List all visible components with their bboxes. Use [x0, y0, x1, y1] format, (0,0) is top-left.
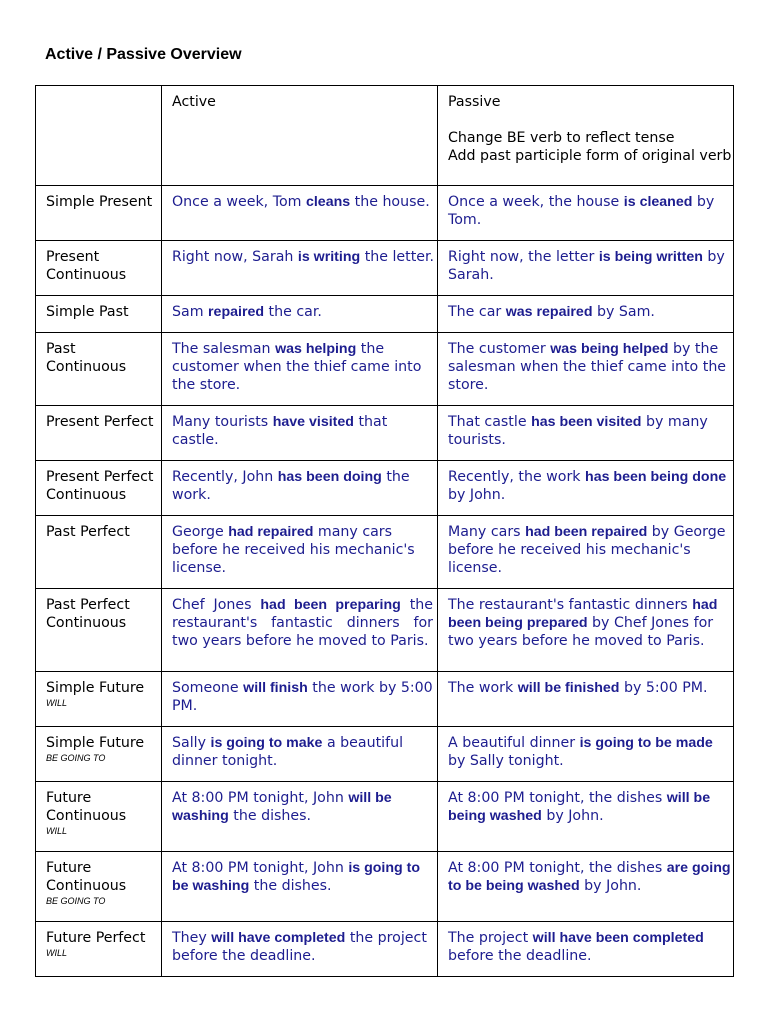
- passive-verb: was being helped: [550, 341, 669, 357]
- active-verb: is going to make: [210, 735, 323, 751]
- active-verb: will be washing: [172, 790, 392, 824]
- passive-verb: will have been completed: [532, 930, 704, 946]
- active-example: George had repaired many cars before he received his mechanic's license.: [162, 516, 438, 589]
- tense-cell: [36, 727, 162, 782]
- tense-cell: [36, 241, 162, 296]
- active-verb: have visited: [272, 414, 354, 430]
- tense-cell: [36, 852, 162, 922]
- table-row: [36, 782, 734, 852]
- table-row: [36, 186, 734, 241]
- active-example: At 8:00 PM tonight, John will be washing the dishes.: [162, 782, 438, 852]
- active-example: Sam repaired the car.: [162, 296, 438, 333]
- tense-cell: [36, 782, 162, 852]
- tense-name: Future Perfect: [46, 930, 146, 946]
- active-example: Many tourists have visited that castle.: [162, 406, 438, 461]
- passive-example: At 8:00 PM tonight, the dishes are going to be being washed by John.: [438, 852, 734, 922]
- tense-name: Present Perfect: [46, 414, 154, 430]
- active-verb: will have completed: [211, 930, 346, 946]
- active-verb: had been preparing: [260, 597, 401, 613]
- table-row: [36, 852, 734, 922]
- active-example: Once a week, Tom cleans the house.: [162, 186, 438, 241]
- table-row: [36, 672, 734, 727]
- tense-name: Simple Future: [46, 680, 145, 696]
- tense-cell: [36, 922, 162, 977]
- tense-cell: [36, 186, 162, 241]
- active-example: At 8:00 PM tonight, John is going to be washing the dishes.: [162, 852, 438, 922]
- header-active-label: Active: [172, 94, 216, 110]
- tense-note: BE GOING TO: [46, 896, 106, 906]
- passive-verb: was repaired: [505, 304, 593, 320]
- passive-example: The customer was being helped by the salesman when the thief came into the store.: [438, 333, 734, 406]
- passive-verb: will be being washed: [448, 790, 711, 824]
- tense-name: Present Perfect Continuous: [46, 469, 154, 503]
- tense-name: Future Continuous: [46, 790, 127, 824]
- tense-note: WILL: [46, 698, 68, 708]
- tense-name: Simple Past: [46, 304, 129, 320]
- header-empty-cell: [36, 86, 162, 186]
- tense-name: Future Continuous: [46, 860, 127, 894]
- table-row: [36, 727, 734, 782]
- table-row: [36, 589, 734, 672]
- tense-note: WILL: [46, 948, 68, 958]
- tense-name: Past Continuous: [46, 341, 127, 375]
- tense-name: Simple Present: [46, 194, 153, 210]
- tense-cell: [36, 516, 162, 589]
- passive-verb: had been being prepared: [448, 597, 718, 631]
- table-row: [36, 241, 734, 296]
- passive-verb: is cleaned: [623, 194, 693, 210]
- tense-cell: [36, 589, 162, 672]
- passive-verb: will be finished: [517, 680, 620, 696]
- active-verb: has been doing: [277, 469, 382, 485]
- passive-rule-2: Add past participle form of original verb: [448, 148, 732, 164]
- active-example: Chef Jones had been preparing the restaurant's fantastic dinners for two years before he moved to Paris.: [162, 589, 438, 672]
- table-row: [36, 333, 734, 406]
- passive-example: A beautiful dinner is going to be made by Sally tonight.: [438, 727, 734, 782]
- tense-note: BE GOING TO: [46, 753, 106, 763]
- passive-example: The work will be finished by 5:00 PM.: [438, 672, 734, 727]
- tense-name: Simple Future: [46, 735, 145, 751]
- active-example: They will have completed the project before the deadline.: [162, 922, 438, 977]
- passive-example: That castle has been visited by many tourists.: [438, 406, 734, 461]
- active-verb: is writing: [297, 249, 361, 265]
- passive-rule-1: Change BE verb to reflect tense: [448, 130, 675, 146]
- header-passive-label: Passive: [448, 94, 501, 110]
- tense-cell: [36, 296, 162, 333]
- active-example: Right now, Sarah is writing the letter.: [162, 241, 438, 296]
- active-verb: will finish: [243, 680, 308, 696]
- header-row: [36, 86, 734, 186]
- active-example: Recently, John has been doing the work.: [162, 461, 438, 516]
- passive-verb: has been visited: [531, 414, 642, 430]
- table-row: [36, 922, 734, 977]
- header-passive: [438, 86, 734, 186]
- tense-cell: [36, 333, 162, 406]
- passive-example: Many cars had been repaired by George before he received his mechanic's license.: [438, 516, 734, 589]
- passive-example: The project will have been completed before the deadline.: [438, 922, 734, 977]
- passive-example: The car was repaired by Sam.: [438, 296, 734, 333]
- active-verb: repaired: [208, 304, 265, 320]
- tense-note: WILL: [46, 826, 68, 836]
- active-example: Someone will finish the work by 5:00 PM.: [162, 672, 438, 727]
- passive-verb: had been repaired: [525, 524, 648, 540]
- passive-example: Once a week, the house is cleaned by Tom.: [438, 186, 734, 241]
- passive-example: The restaurant's fantastic dinners had been being prepared by Chef Jones for two years before he moved to Paris.: [438, 589, 734, 672]
- header-active: [162, 86, 438, 186]
- table-row: [36, 516, 734, 589]
- tense-name: Past Perfect: [46, 524, 130, 540]
- active-passive-table: [35, 85, 734, 977]
- active-example: The salesman was helping the customer when the thief came into the store.: [162, 333, 438, 406]
- active-example: Sally is going to make a beautiful dinner tonight.: [162, 727, 438, 782]
- table-row: [36, 461, 734, 516]
- passive-verb: is being written: [598, 249, 703, 265]
- table-row: [36, 406, 734, 461]
- tense-cell: [36, 672, 162, 727]
- active-verb: cleans: [305, 194, 351, 210]
- tense-cell: [36, 461, 162, 516]
- tense-name: Present Continuous: [46, 249, 127, 283]
- passive-verb: are going to be being washed: [448, 860, 731, 894]
- passive-verb: has been being done: [585, 469, 727, 485]
- passive-verb: is going to be made: [579, 735, 713, 751]
- tense-name: Past Perfect Continuous: [46, 597, 130, 631]
- passive-example: Right now, the letter is being written by Sarah.: [438, 241, 734, 296]
- passive-example: Recently, the work has been being done by John.: [438, 461, 734, 516]
- tense-cell: [36, 406, 162, 461]
- passive-example: At 8:00 PM tonight, the dishes will be being washed by John.: [438, 782, 734, 852]
- table-row: [36, 296, 734, 333]
- active-verb: is going to be washing: [172, 860, 421, 894]
- active-verb: was helping: [275, 341, 357, 357]
- page-title: Active / Passive Overview: [45, 46, 242, 63]
- active-verb: had repaired: [228, 524, 314, 540]
